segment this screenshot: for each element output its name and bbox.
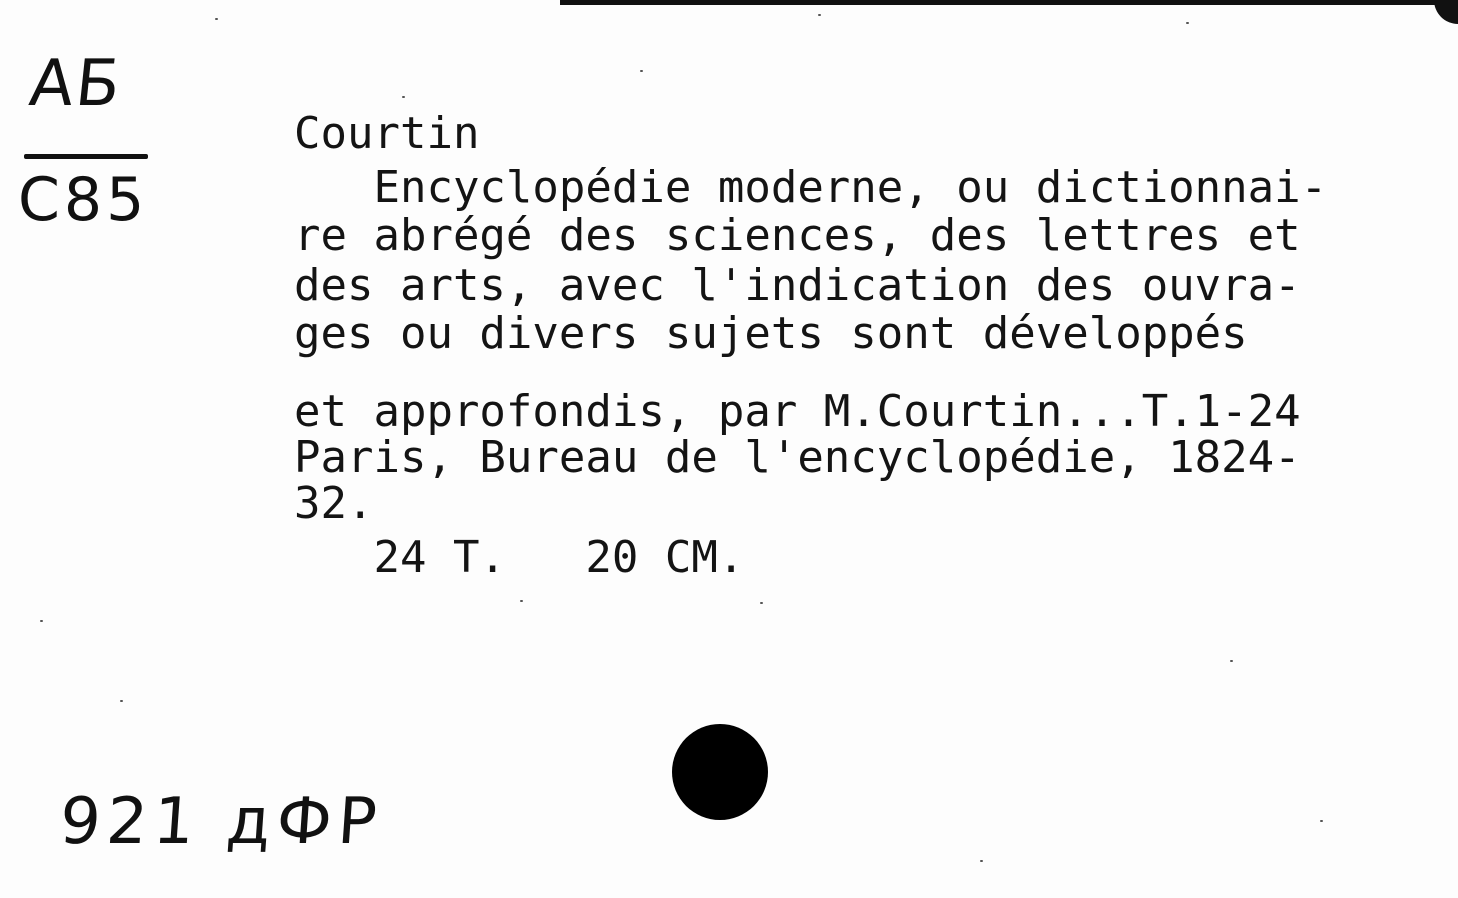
body-line: re abrégé des sciences, des lettres et: [294, 210, 1301, 261]
paper-speck: [1320, 820, 1323, 822]
imprint-line: Paris, Bureau de l'encyclopédie, 1824-: [294, 432, 1301, 483]
paper-speck: [520, 600, 523, 602]
paper-speck: [40, 620, 43, 622]
body-line: et approfondis, par M.Courtin...T.1-24: [294, 386, 1301, 437]
paper-speck: [980, 860, 983, 862]
body-line: Encyclopédie moderne, ou dictionnai-: [294, 162, 1328, 213]
call-number-divider: [24, 154, 148, 159]
paper-speck: [215, 18, 218, 20]
paper-speck: [818, 14, 821, 16]
punch-hole: [672, 724, 768, 820]
card-top-edge: [560, 0, 1458, 5]
collation-line: 24 T. 20 CM.: [294, 532, 745, 583]
call-number-bottom: C85: [18, 165, 149, 235]
paper-speck: [1186, 22, 1189, 24]
call-number-top: АБ: [26, 47, 126, 121]
paper-speck: [640, 70, 643, 72]
paper-speck: [120, 700, 123, 702]
imprint-line: 32.: [294, 478, 374, 529]
body-line: ges ou divers sujets sont développés: [294, 308, 1248, 359]
paper-speck: [402, 96, 405, 98]
card-corner-shadow: [1434, 0, 1458, 24]
accession-code: 921 дФР: [57, 785, 386, 859]
author-heading: Courtin: [294, 108, 480, 159]
paper-speck: [760, 602, 763, 604]
body-line: des arts, avec l'indication des ouvra-: [294, 260, 1301, 311]
paper-speck: [1230, 660, 1233, 662]
